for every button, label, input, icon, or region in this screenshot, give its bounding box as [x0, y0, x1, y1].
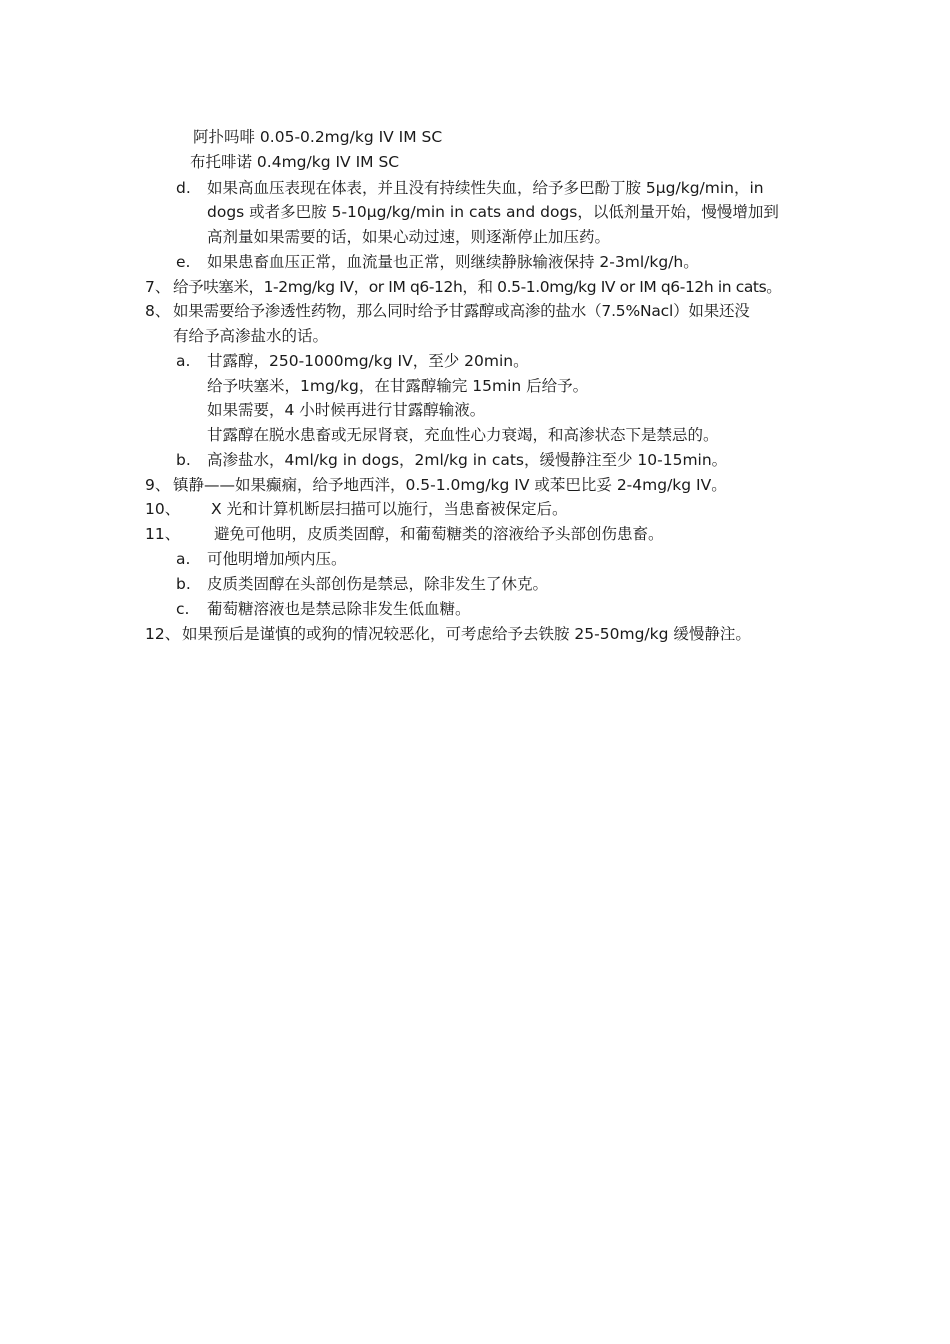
list-item	[176, 178, 764, 198]
list-item	[145, 624, 751, 644]
list-item	[145, 277, 781, 297]
line-text: 葡萄糖溶液也是禁忌除非发生低血糖。	[207, 600, 471, 618]
list-item	[176, 450, 727, 470]
list-marker: b.	[176, 575, 191, 593]
list-marker: b.	[176, 451, 191, 469]
list-item	[176, 252, 699, 272]
text-line	[207, 227, 610, 247]
text-line	[173, 326, 328, 346]
line-text: 阿扑吗啡 0.05-0.2mg/kg IV IM SC	[193, 128, 443, 146]
line-text: 如果高血压表现在体表，并且没有持续性失血，给予多巴酚丁胺 5μg/kg/min，in	[207, 179, 764, 197]
line-text: 如果需要，4 小时候再进行甘露醇输液。	[207, 401, 486, 419]
list-item	[176, 351, 529, 371]
list-item	[145, 499, 568, 519]
line-text: 给予呋塞米，1-2mg/kg IV，or IM q6-12h，和 0.5-1.0mg/kg IV or IM q6-12h in cats。	[173, 278, 782, 296]
line-text: 如果患畜血压正常，血流量也正常，则继续静脉输液保持 2-3ml/kg/h。	[207, 253, 699, 271]
line-text: 皮质类固醇在头部创伤是禁忌，除非发生了休克。	[207, 575, 549, 593]
text-line	[207, 425, 719, 445]
line-text: 可他明增加颅内压。	[207, 550, 347, 568]
text-line	[193, 127, 442, 147]
list-marker: 9、	[145, 476, 171, 494]
list-marker: 12、	[145, 625, 181, 643]
list-marker: d.	[176, 179, 191, 197]
list-item	[145, 301, 750, 321]
list-item	[176, 574, 548, 594]
list-item	[176, 549, 347, 569]
line-text: dogs 或者多巴胺 5-10μg/kg/min in cats and dogs，以低剂量开始，慢慢增加到	[207, 203, 779, 221]
list-marker: 10、	[145, 500, 181, 518]
list-marker: a.	[176, 352, 191, 370]
list-marker: 11、	[145, 525, 181, 543]
line-text: 高剂量如果需要的话，如果心动过速，则逐渐停止加压药。	[207, 228, 611, 246]
list-marker: e.	[176, 253, 191, 271]
line-text: 甘露醇在脱水患畜或无尿肾衰，充血性心力衰竭，和高渗状态下是禁忌的。	[207, 426, 719, 444]
line-text: 镇静——如果癫痫，给予地西泮，0.5-1.0mg/kg IV 或苯巴比妥 2-4mg/kg IV。	[173, 476, 727, 494]
text-line	[190, 152, 399, 172]
line-text: 布托啡诺 0.4mg/kg IV IM SC	[190, 153, 400, 171]
text-line	[207, 400, 485, 420]
text-line	[207, 376, 588, 396]
list-item	[176, 599, 471, 619]
list-item	[145, 475, 727, 495]
list-marker: 8、	[145, 302, 171, 320]
list-marker: a.	[176, 550, 191, 568]
line-text: 避免可他明，皮质类固醇，和葡萄糖类的溶液给予头部创伤患畜。	[214, 525, 664, 543]
line-text: 给予呋塞米，1mg/kg，在甘露醇输完 15min 后给予。	[207, 377, 589, 395]
line-text: 如果需要给予渗透性药物，那么同时给予甘露醇或高渗的盐水（7.5%Nacl）如果还没	[173, 302, 750, 320]
list-item	[145, 524, 664, 544]
line-text: X 光和计算机断层扫描可以施行，当患畜被保定后。	[211, 500, 568, 518]
line-text: 有给予高渗盐水的话。	[173, 327, 329, 345]
line-text: 高渗盐水，4ml/kg in dogs，2ml/kg in cats，缓慢静注至少 10-15min。	[207, 451, 728, 469]
list-marker: c.	[176, 600, 190, 618]
line-text: 如果预后是谨慎的或狗的情况较恶化，可考虑给予去铁胺 25-50mg/kg 缓慢静注。	[182, 625, 751, 643]
line-text: 甘露醇，250-1000mg/kg IV，至少 20min。	[207, 352, 529, 370]
list-marker: 7、	[145, 278, 171, 296]
text-line	[207, 202, 779, 222]
